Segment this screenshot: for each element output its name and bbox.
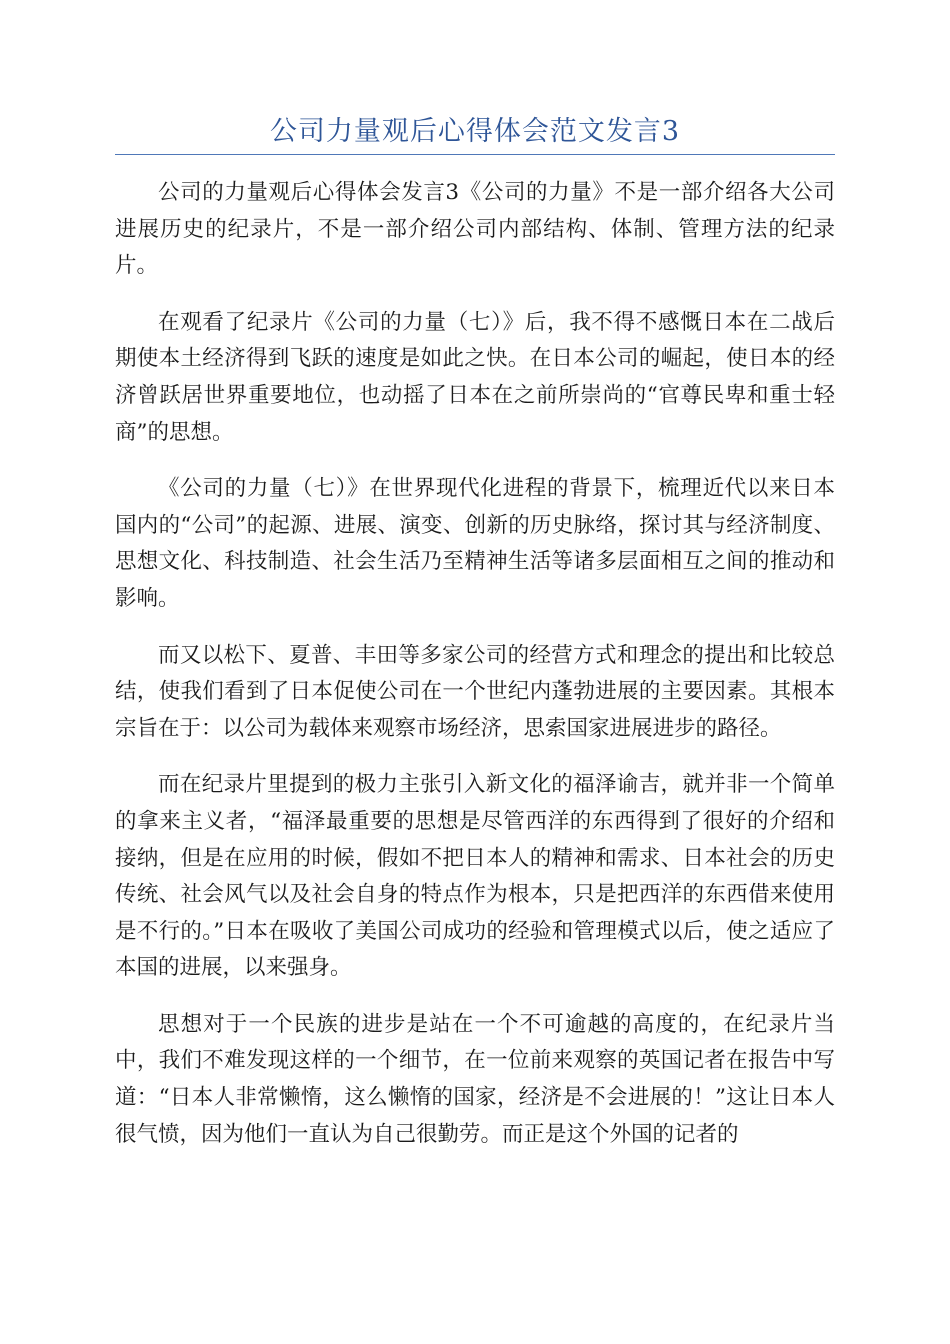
- paragraph-1: 公司的力量观后心得体会发言3《公司的力量》不是一部介绍各大公司进展历史的纪录片，不是一部介绍公司内部结构、体制、管理方法的纪录片。: [115, 180, 835, 279]
- document-body: [115, 175, 835, 1173]
- paragraph-6: 思想对于一个民族的进步是站在一个不可逾越的高度的，在纪录片当中，我们不难发现这样的一个细节，在一位前来观察的英国记者在报告中写道：“日本人非常懒惰，这么懒惰的国家，经济是不会进展的！”这让日本人很气愤，因为他们一直认为自己很勤劳。而正是这个外国的记者的: [115, 1011, 835, 1147]
- paragraph-4: 而又以松下、夏普、丰田等多家公司的经营方式和理念的提出和比较总结，使我们看到了日本促使公司在一个世纪内蓬勃进展的主要因素。其根本宗旨在于：以公司为载体来观察市场经济，思索国家进展进步的路径。: [115, 642, 835, 741]
- document-title: 公司力量观后心得体会范文发言3: [269, 116, 681, 147]
- title-underline: [115, 154, 835, 155]
- paragraph-5: 而在纪录片里提到的极力主张引入新文化的福泽谕吉，就并非一个简单的拿来主义者，“福泽最重要的思想是尽管西洋的东西得到了很好的介绍和接纳，但是在应用的时候，假如不把日本人的精神和需求、日本社会的历史传统、社会风气以及社会自身的特点作为根本，只是把西洋的东西借来使用是不行的。”日本在吸收了美国公司成功的经验和管理模式以后，使之适应了本国的进展，以来强身。: [115, 772, 835, 981]
- paragraph-2: 在观看了纪录片《公司的力量（七）》后，我不得不感慨日本在二战后期使本土经济得到飞跃的速度是如此之快。在日本公司的崛起，使日本的经济曾跃居世界重要地位，也动摇了日本在之前所崇尚的“官尊民卑和重士轻商”的思想。: [115, 309, 835, 445]
- paragraph-3: 《公司的力量（七）》在世界现代化进程的背景下，梳理近代以来日本国内的“公司”的起源、进展、演变、创新的历史脉络，探讨其与经济制度、思想文化、科技制造、社会生活乃至精神生活等诸多层面相互之间的推动和影响。: [115, 476, 835, 611]
